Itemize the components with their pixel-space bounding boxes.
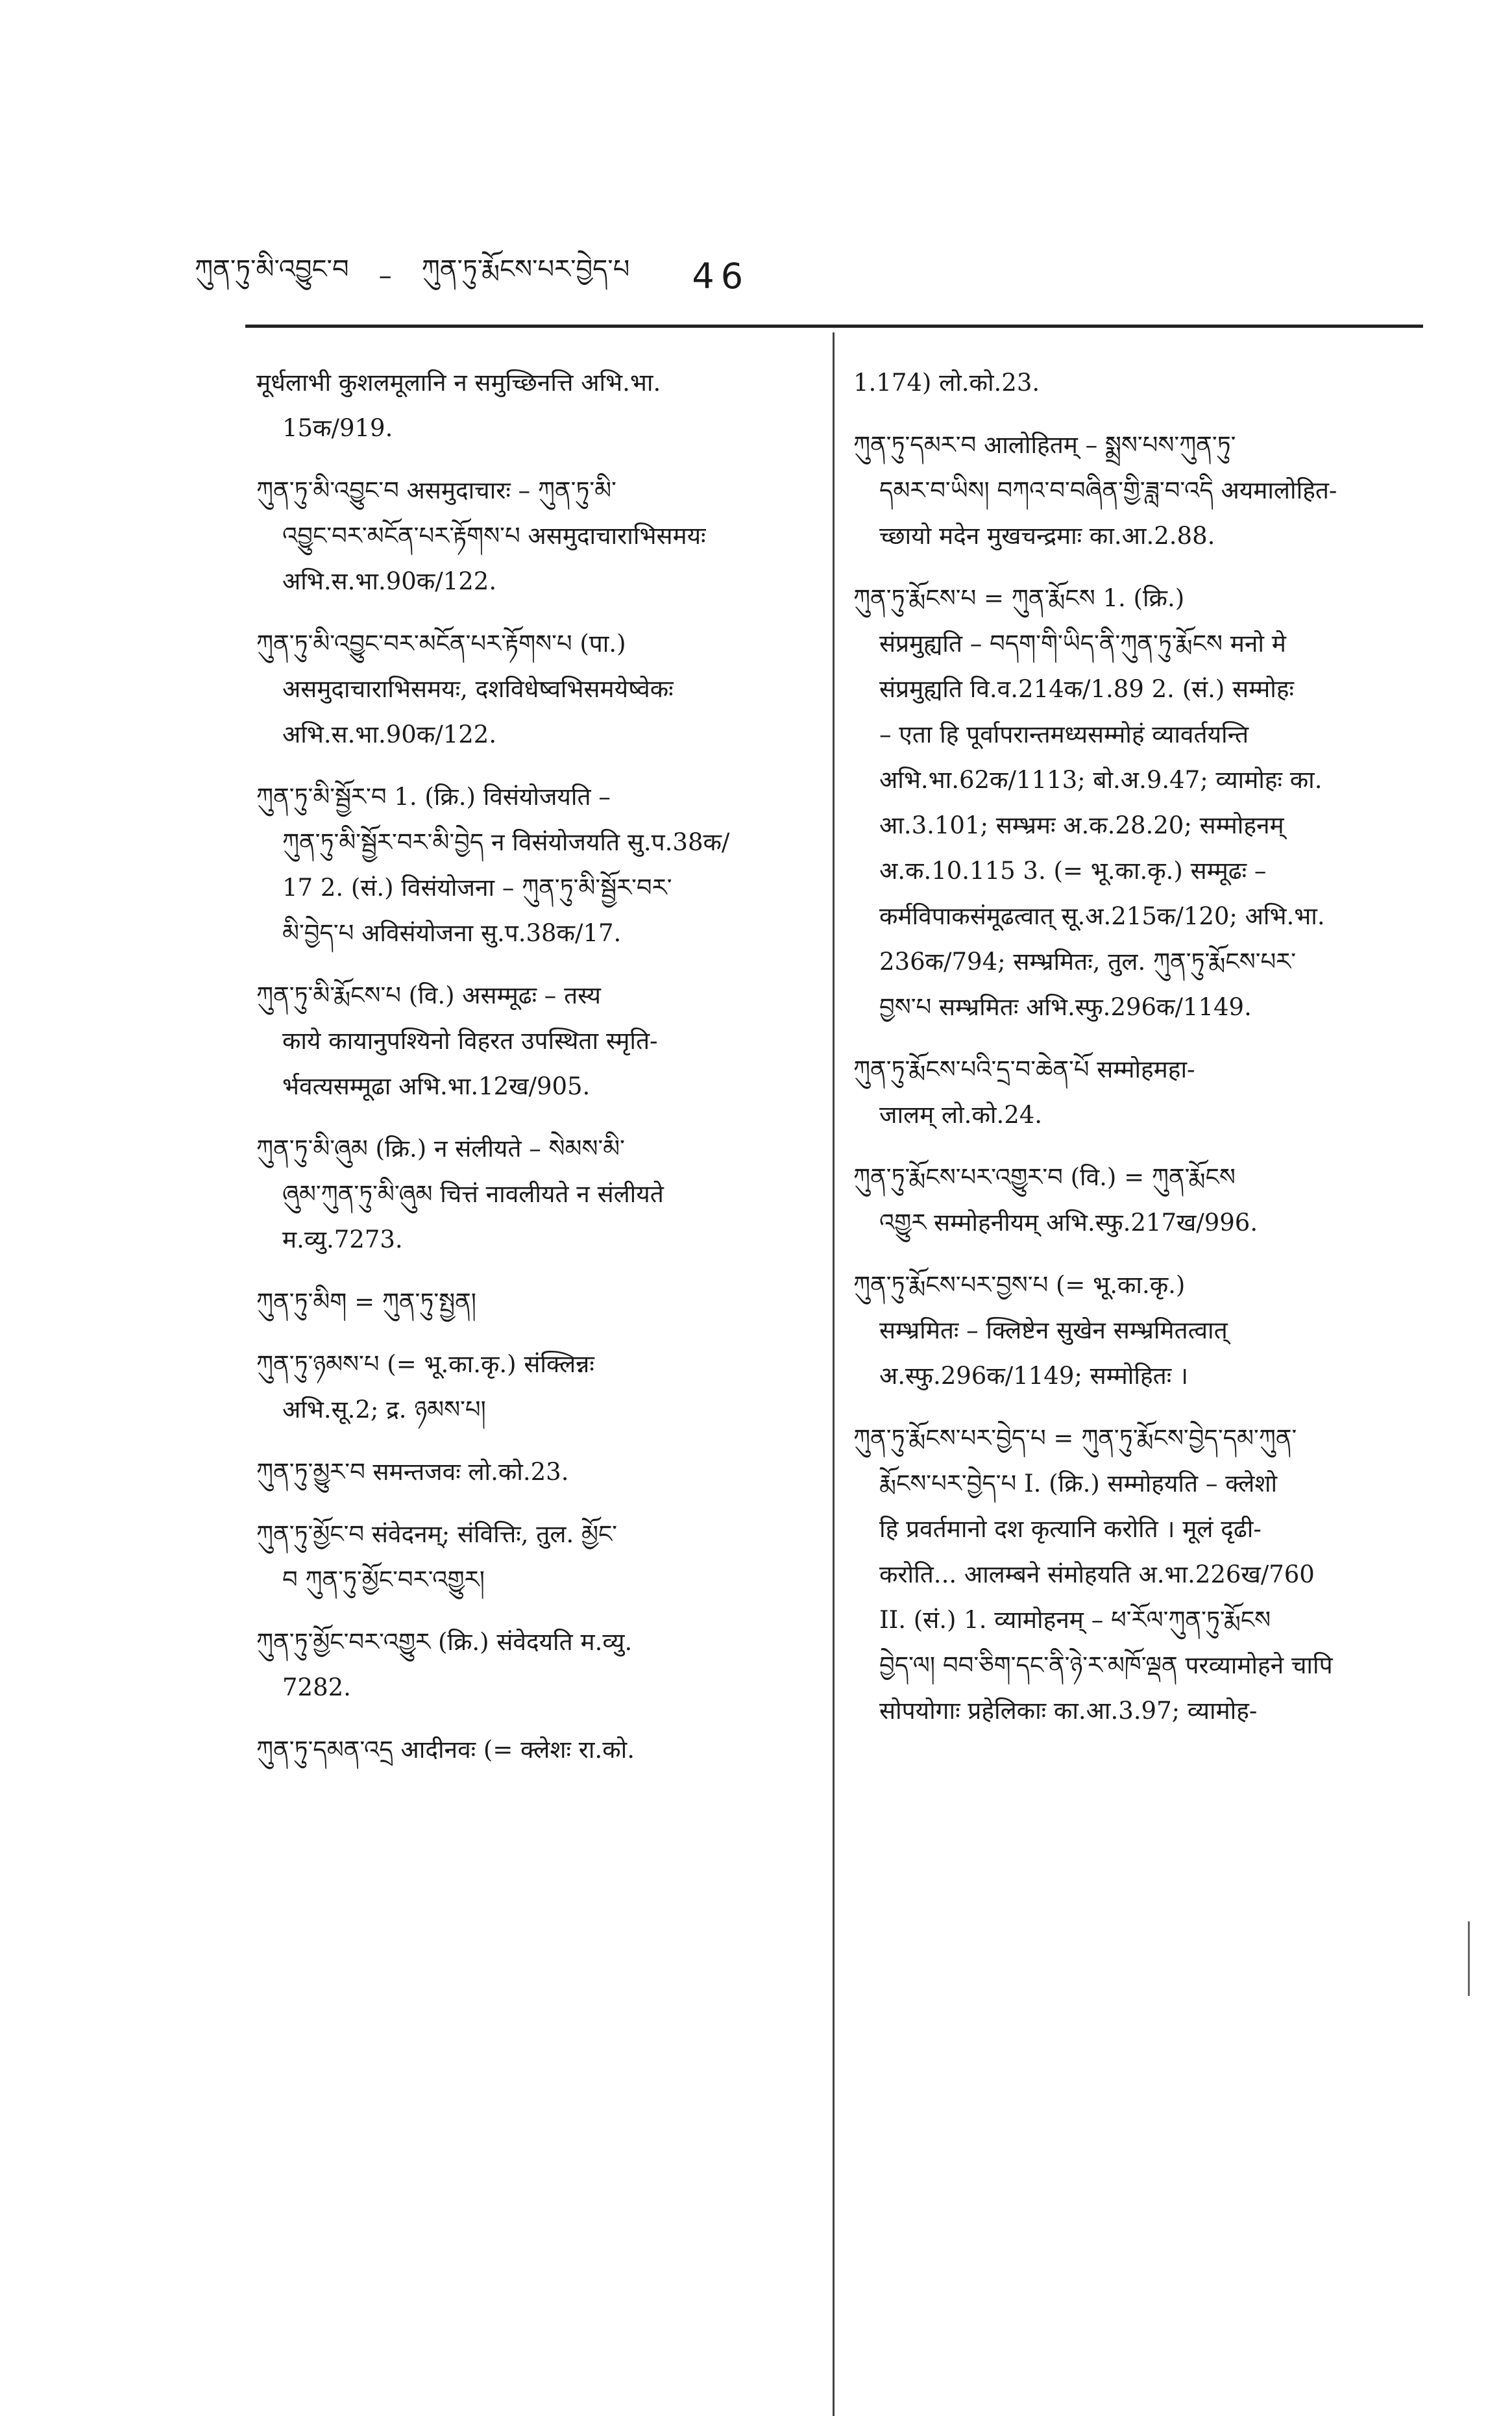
entry-text-line: अभि.स.भा.90क/122. — [282, 721, 497, 748]
dictionary-entry — [853, 1155, 1424, 1246]
entry-headline: ཀུན་ཏུ་མིག = ཀུན་ཏུ་སྤྱན། — [256, 1288, 476, 1316]
column-divider — [833, 332, 835, 2416]
entry-text-line: 7282. — [282, 1673, 351, 1701]
dictionary-entry — [256, 973, 821, 1109]
entry-text-line: 236क/794; सम्भ्रमितः, तुल. ཀུན་ཏུ་རྨོངས་པར་ — [879, 948, 1297, 976]
page-number: 46 — [692, 255, 750, 297]
entry-headline: ཀུན་ཏུ་རྨོངས་པར་བྱེད་པ = ཀུན་ཏུ་རྨོངས་བྱེད་དམ་ཀུན་ — [853, 1424, 1297, 1452]
entry-headline: ཀུན་ཏུ་མྱོང་བ संवेदनम्; संवित्तिः, तुल. མྱོང་ — [256, 1520, 618, 1548]
header-rule — [245, 325, 1423, 328]
entry-text-line: अभि.सू.2; द्र. ཉམས་པ། — [282, 1396, 486, 1424]
entry-text-line: རྨོངས་པར་བྱེད་པ I. (क्रि.) सम्मोहयति – क्लेशो — [879, 1470, 1278, 1498]
left-column — [256, 360, 821, 1790]
dictionary-entry — [256, 360, 821, 451]
entry-text-line: 15क/919. — [282, 414, 393, 442]
entry-text-line: जालम् लो.को.24. — [879, 1101, 1043, 1129]
entry-text-line: सम्भ्रमितः – क्लिष्टेन सुखेन सम्भ्रमितत्वात् — [879, 1316, 1228, 1344]
dictionary-entry — [853, 1263, 1424, 1399]
entry-headline: ཀུན་ཏུ་མི་འབྱུང་བ असमुदाचारः – ཀུན་ཏུ་མི་ — [256, 476, 616, 504]
running-header — [195, 247, 876, 305]
entry-headline: ཀུན་ཏུ་མི་སྦྱོར་བ 1. (क्रि.) विसंयोजयति – — [256, 783, 611, 811]
entry-text-line: འབྱུང་བར་མངོན་པར་རྟོགས་པ असमुदाचाराभिसमयः — [282, 522, 706, 550]
entry-text-line: म.व्यु.7273. — [282, 1226, 403, 1253]
entry-text-line: अभि.स.भा.90क/122. — [282, 567, 497, 595]
dictionary-entry — [853, 360, 1424, 406]
entry-text-line: अ.स्फु.296क/1149; सम्मोहितः । — [879, 1362, 1188, 1390]
entry-text-line: र्भवत्यसम्मूढा अभि.भा.12ख/905. — [282, 1072, 591, 1100]
entry-text-line: करोति... आलम्बने संमोहयति अ.भा.226ख/760 — [879, 1560, 1315, 1588]
dictionary-entry — [256, 1727, 821, 1773]
header-dash: – — [378, 261, 392, 291]
entry-headline: ཀུན་ཏུ་རྨོངས་པར་འགྱུར་བ (वि.) = ཀུན་རྨོངས — [853, 1163, 1236, 1191]
dictionary-entry — [256, 1342, 821, 1433]
right-column — [853, 360, 1424, 1751]
dictionary-entry — [853, 1416, 1424, 1734]
entry-text-line: च्छायो मदेन मुखचन्द्रमाः का.आ.2.88. — [879, 522, 1215, 550]
entry-text-line: संप्रमुह्यति वि.व.214क/1.89 2. (सं.) सम्मोहः — [879, 675, 1295, 703]
entry-headline: ཀུན་ཏུ་རྨོངས་པ = ཀུན་རྨོངས 1. (क्रि.) — [853, 584, 1185, 612]
header-first-term: ཀུན་ཏུ་མི་འབྱུང་བ — [195, 254, 349, 284]
entry-text-line: – एता हि पूर्वापरान्तमध्यसम्मोहं व्यावर्तयन्ति — [879, 721, 1249, 748]
dictionary-entry — [256, 774, 821, 956]
entry-text-line: འགྱུར सम्मोहनीयम् अभि.स्फु.217ख/996. — [879, 1209, 1258, 1237]
entry-text-line: कर्मविपाकसंमूढत्वात् सू.अ.215क/120; अभि.भा. — [879, 902, 1325, 930]
entry-headline: ཀུན་ཏུ་མི་རྨོངས་པ (वि.) असम्मूढः – तस्य — [256, 981, 602, 1009]
entry-text-line: བྱས་པ सम्भ्रमितः अभि.स्फु.296क/1149. — [879, 993, 1252, 1021]
entry-text-line: བ ཀུན་ཏུ་མྱོང་བར་འགྱུར། — [282, 1566, 485, 1594]
entry-headline: ཀུན་ཏུ་རྨོངས་པའི་དྲ་བ་ཆེན་པོ सम्मोहमहा- — [853, 1055, 1195, 1083]
entry-text-line: सोपयोगाः प्रहेलिकाः का.आ.3.97; व्यामोह- — [879, 1697, 1258, 1725]
entry-text-line: དམར་བ་ཡིས། བཀའ་བ་བཞིན་གྱི་ཟླ་བ་འདི अयमालोहित- — [879, 476, 1337, 504]
entry-headline: ཀུན་ཏུ་མྱོང་བར་འགྱུར (क्रि.) संवेदयति म.व्यु. — [256, 1628, 633, 1656]
entry-text-line: असमुदाचाराभिसमयः, दशविधेष्वभिसमयेष्वेकः — [282, 675, 674, 703]
entry-headline: मूर्धलाभी कुशलमूलानि न समुच्छिनत्ति अभि.भा. — [256, 369, 661, 397]
entry-text-line: हि प्रवर्तमानो दश कृत्यानि करोति । मूलं दृढी- — [879, 1515, 1262, 1543]
dictionary-entry — [256, 621, 821, 758]
entry-headline: ཀུན་ཏུ་དམར་བ आलोहितम् – སྨྲས་པས་ཀུན་ཏུ་ — [853, 431, 1236, 459]
dictionary-entry — [853, 423, 1424, 559]
entry-headline: ཀུན་ཏུ་མྱུར་བ समन्तजवः लो.को.23. — [256, 1458, 569, 1486]
dictionary-entry — [256, 1512, 821, 1603]
dictionary-entry — [256, 1620, 821, 1710]
entry-text-line: संप्रमुह्यति – བདག་གི་ཡིད་ནི་ཀུན་ཏུ་རྨོངས मनो मे — [879, 630, 1286, 658]
entry-text-line: काये कायानुपश्यिनो विहरत उपस्थिता स्मृति- — [282, 1027, 658, 1055]
entry-headline: ཀུན་ཏུ་མི་འབྱུང་བར་མངོན་པར་རྟོགས་པ (पा.) — [256, 630, 626, 658]
entry-text-line: II. (सं.) 1. व्यामोहनम् – ཕ་རོལ་ཀུན་ཏུ་རྨོངས — [879, 1606, 1271, 1634]
entry-headline: 1.174) लो.को.23. — [853, 369, 1040, 397]
entry-headline: ཀུན་ཏུ་མི་ཞུམ (क्रि.) न संलीयते – སེམས་མི་ — [256, 1135, 625, 1163]
entry-text-line: མི་བྱེད་པ अविसंयोजना सु.प.38क/17. — [282, 919, 622, 947]
entry-headline: ཀུན་ཏུ་ཉམས་པ (= भू.का.कृ.) संक्लिन्नः — [256, 1350, 594, 1378]
margin-mark — [1468, 1921, 1470, 1996]
dictionary-entry — [256, 468, 821, 604]
entry-headline: ཀུན་ཏུ་དམན་འདྲ आदीनवः (= क्लेशः रा.को. — [256, 1736, 635, 1764]
dictionary-entry — [256, 1279, 821, 1325]
entry-text-line: अभि.भा.62क/1113; बो.अ.9.47; व्यामोहः का. — [879, 766, 1323, 794]
entry-text-line: आ.3.101; सम्भ्रमः अ.क.28.20; सम्मोहनम् — [879, 811, 1284, 839]
dictionary-entry — [256, 1449, 821, 1495]
header-last-term: ཀུན་ཏུ་རྨོངས་པར་བྱེད་པ — [421, 254, 630, 284]
dictionary-entry — [853, 1047, 1424, 1138]
entry-headline: ཀུན་ཏུ་རྨོངས་པར་བྱས་པ (= भू.का.कृ.) — [853, 1271, 1186, 1299]
dictionary-entry — [256, 1126, 821, 1263]
entry-text-line: अ.क.10.115 3. (= भू.का.कृ.) सम्मूढः – — [879, 857, 1267, 885]
entry-text-line: བྱེད་ལ། བབ་ཅིག་དང་ནི་ཉེ་ར་མཁོ་ལྡན परव्यामोहने चापि — [879, 1651, 1333, 1679]
entry-text-line: ཞུམ་ཀུན་ཏུ་མི་ཞུམ चित्तं नावलीयते न संलीयते — [282, 1180, 664, 1208]
dictionary-entry — [853, 576, 1424, 1030]
entry-text-line: ཀུན་ཏུ་མི་སྦྱོར་བར་མི་བྱེད न विसंयोजयति सु.प.38क/ — [282, 828, 730, 856]
entry-text-line: 17 2. (सं.) विसंयोजना – ཀུན་ཏུ་མི་སྦྱོར་བར་ — [282, 874, 672, 902]
